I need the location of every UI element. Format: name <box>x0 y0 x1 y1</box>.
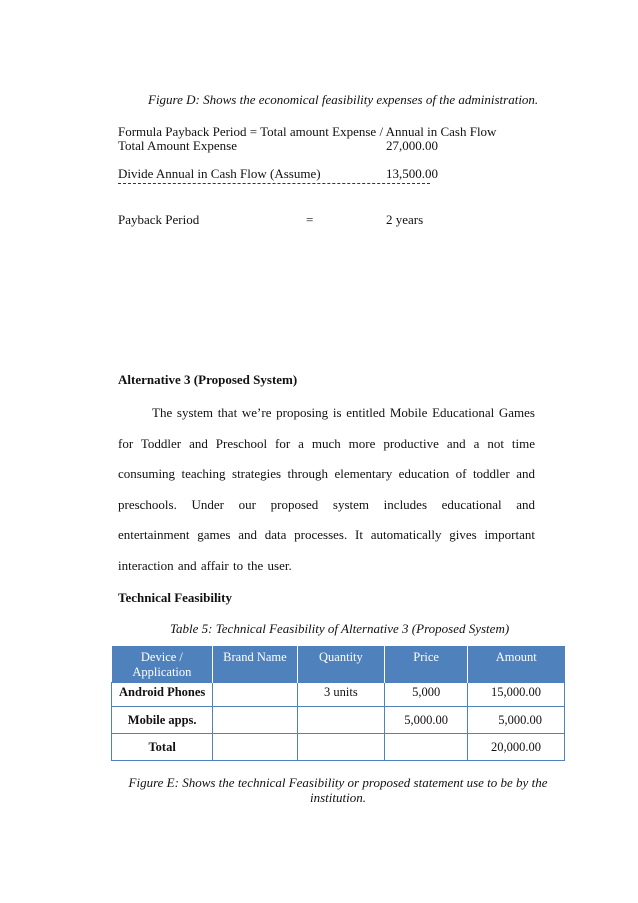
cell-brand <box>213 683 297 707</box>
col-header-brand: Brand Name <box>213 646 297 683</box>
payback-label: Payback Period <box>118 212 200 227</box>
cell-price <box>385 734 468 761</box>
cell-quantity <box>297 734 385 761</box>
alt3-heading: Alternative 3 (Proposed System) <box>118 372 298 387</box>
cell-device: Mobile apps. <box>112 707 213 734</box>
formula-line: Formula Payback Period = Total amount Expense / Annual in Cash Flow <box>118 124 497 139</box>
table-row <box>112 734 565 761</box>
cell-device: Android Phones <box>112 683 213 707</box>
divide-label: Divide Annual in Cash Flow (Assume) <box>118 166 321 181</box>
col-header-device: Device / Application <box>112 646 213 683</box>
col-header-price: Price <box>385 646 468 683</box>
table5-caption: Table 5: Technical Feasibility of Alternative 3 (Proposed System) <box>170 621 510 636</box>
cell-brand <box>213 707 297 734</box>
cell-total-label: Total <box>112 734 213 761</box>
technical-heading: Technical Feasibility <box>118 590 232 605</box>
cell-quantity <box>297 707 385 734</box>
col-header-quantity: Quantity <box>297 646 385 683</box>
cell-amount: 5,000.00 <box>468 707 565 734</box>
table-header-row <box>112 646 565 683</box>
separator-line <box>118 183 430 184</box>
figure-d-caption: Figure D: Shows the economical feasibility expenses of the administration. <box>148 92 539 107</box>
cell-price: 5,000 <box>385 683 468 707</box>
alt3-paragraph: The system that we’re proposing is entitled Mobile Educational Games for Toddler and Preschool for a much more productive and a not time consuming teaching strategies through elementary education of toddler and preschools. Under our proposed system includes educational and entertainment games and data processes. It automatically gives important interaction and affair to the user. <box>118 405 535 573</box>
divide-value: 13,500.00 <box>386 166 438 181</box>
total-expense-value: 27,000.00 <box>386 138 438 153</box>
figure-e-caption: Figure E: Shows the technical Feasibility or proposed statement use to be by the institution. <box>128 775 548 805</box>
technical-feasibility-table <box>111 646 565 761</box>
cell-price: 5,000.00 <box>385 707 468 734</box>
cell-brand <box>213 734 297 761</box>
table-row <box>112 707 565 734</box>
cell-amount: 15,000.00 <box>468 683 565 707</box>
payback-value: 2 years <box>386 212 424 227</box>
cell-quantity: 3 units <box>297 683 385 707</box>
cell-total-amount: 20,000.00 <box>468 734 565 761</box>
payback-equals: = <box>306 212 314 227</box>
total-expense-label: Total Amount Expense <box>118 138 237 153</box>
table-row <box>112 683 565 707</box>
col-header-amount: Amount <box>468 646 565 683</box>
